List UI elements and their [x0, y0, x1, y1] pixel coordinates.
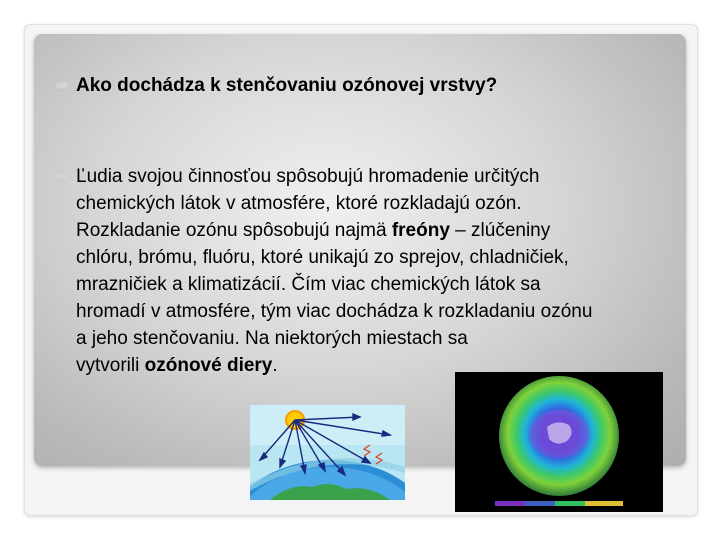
body-text: vytvorili: [76, 355, 145, 376]
body-line: [56, 217, 686, 244]
ozone-hole-image: [455, 372, 663, 512]
body-line: hromadí v atmosfére, tým viac dochádza k rozkladaniu ozónu: [76, 301, 593, 322]
bullet-question: [56, 72, 676, 99]
body-text: Rozkladanie ozónu spôsobujú najmä: [76, 220, 392, 241]
bullet-arrow-icon: [56, 171, 70, 182]
body-line: chlóru, brómu, fluóru, ktoré unikajú zo sprejov, chladničiek,: [76, 247, 569, 268]
body-line: chemických látok v atmosfére, ktoré rozkladajú ozón.: [76, 193, 522, 214]
bullet-body: [56, 163, 686, 379]
body-text: – zlúčeniny: [449, 220, 551, 241]
ozone-holes-term: ozónové diery: [144, 355, 273, 376]
bullet-arrow-icon: [56, 80, 70, 91]
body-text: .: [272, 355, 278, 376]
earth-uv-illustration: [250, 405, 405, 500]
body-line: mrazničiek a klimatizácií. Čím viac chemických látok sa: [76, 274, 541, 295]
freony-term: freóny: [391, 220, 450, 241]
question-text: Ako dochádza k stenčovaniu ozónovej vrstvy?: [76, 75, 498, 96]
body-line: Ľudia svojou činnosťou spôsobujú hromadenie určitých: [76, 166, 540, 187]
body-line: a jeho stenčovaniu. Na niektorých miestach sa: [76, 328, 468, 349]
